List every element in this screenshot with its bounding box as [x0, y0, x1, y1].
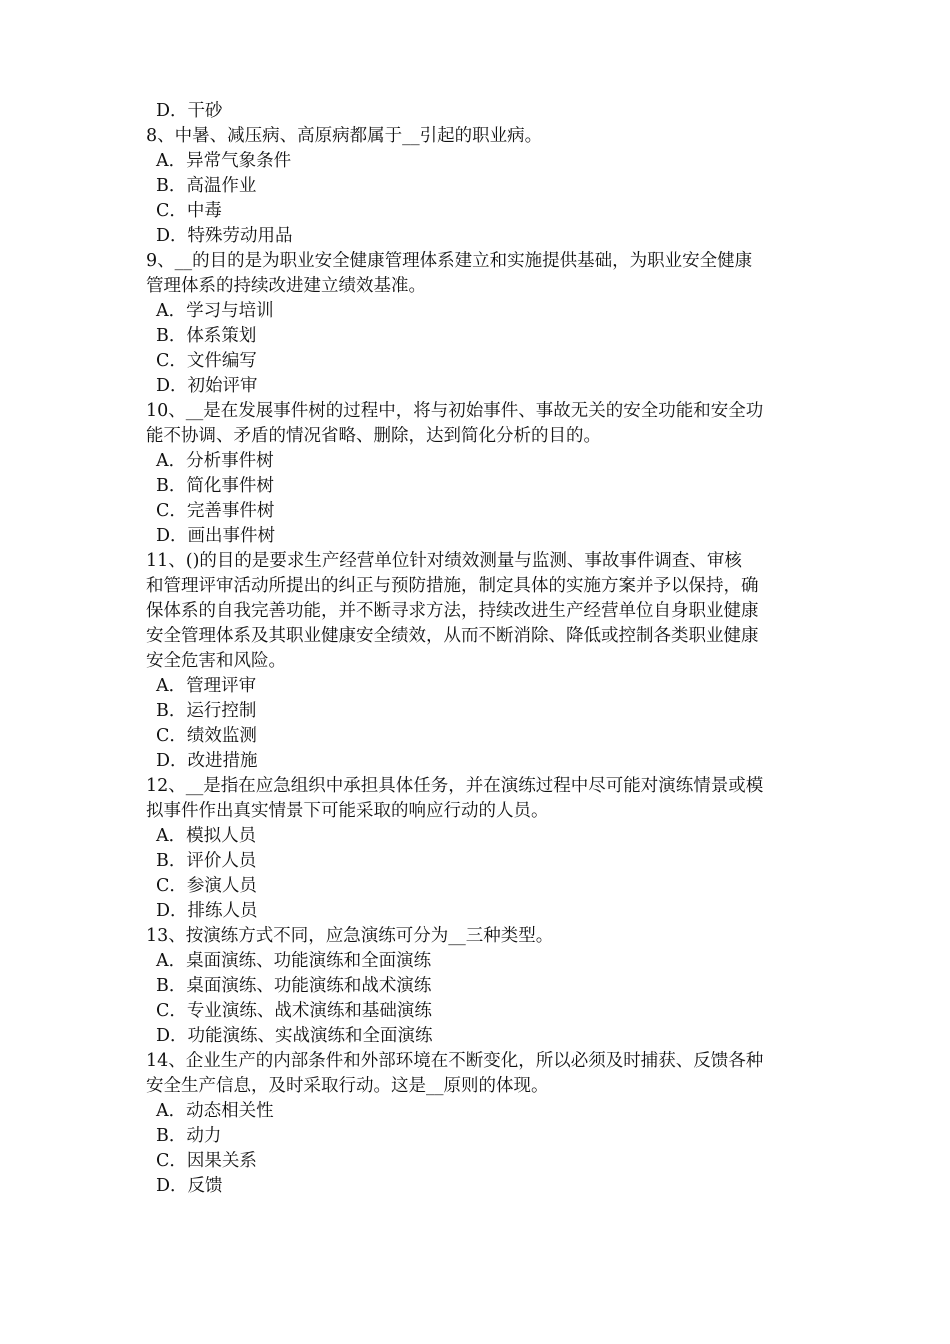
answer-option: D．画出事件树 — [156, 526, 276, 546]
question-text-line: 能不协调、矛盾的情况省略、删除，达到简化分析的目的。 — [146, 426, 601, 446]
answer-option: D．特殊劳动用品 — [156, 226, 293, 246]
question-text-line: 11、()的目的是要求生产经营单位针对绩效测量与监测、事故事件调查、审核 — [146, 551, 742, 571]
answer-option: C．完善事件树 — [156, 501, 275, 521]
answer-option: C．参演人员 — [156, 876, 257, 896]
answer-option: A．动态相关性 — [156, 1101, 274, 1121]
answer-option: A．异常气象条件 — [156, 151, 292, 171]
question-text-line: 12、__是指在应急组织中承担具体任务，并在演练过程中尽可能对演练情景或模 — [146, 776, 764, 796]
answer-option: D．干砂 — [156, 101, 223, 121]
question-text-line: 14、企业生产的内部条件和外部环境在不断变化，所以必须及时捕获、反馈各种 — [146, 1051, 764, 1071]
answer-option: B．简化事件树 — [156, 476, 274, 496]
question-text-line: 保体系的自我完善功能，并不断寻求方法，持续改进生产经营单位自身职业健康 — [146, 601, 759, 621]
answer-option: A．分析事件树 — [156, 451, 274, 471]
question-text-line: 安全生产信息，及时采取行动。这是__原则的体现。 — [146, 1076, 549, 1096]
answer-option: B．动力 — [156, 1126, 222, 1146]
question-text-line: 8、中暑、减压病、高原病都属于__引起的职业病。 — [146, 126, 543, 146]
question-text-line: 安全危害和风险。 — [146, 651, 286, 671]
answer-option: C．中毒 — [156, 201, 222, 221]
answer-option: A．桌面演练、功能演练和全面演练 — [156, 951, 432, 971]
answer-option: A．学习与培训 — [156, 301, 274, 321]
answer-option: A．管理评审 — [156, 676, 257, 696]
answer-option: D．改进措施 — [156, 751, 258, 771]
answer-option: B．高温作业 — [156, 176, 257, 196]
question-text-line: 管理体系的持续改进建立绩效基准。 — [146, 276, 426, 296]
answer-option: D．初始评审 — [156, 376, 258, 396]
question-text-line: 拟事件作出真实情景下可能采取的响应行动的人员。 — [146, 801, 549, 821]
question-text-line: 安全管理体系及其职业健康安全绩效，从而不断消除、降低或控制各类职业健康 — [146, 626, 759, 646]
answer-option: B．评价人员 — [156, 851, 257, 871]
answer-option: B．桌面演练、功能演练和战术演练 — [156, 976, 432, 996]
answer-option: B．体系策划 — [156, 326, 257, 346]
question-text-line: 和管理评审活动所提出的纠正与预防措施，制定具体的实施方案并予以保持，确 — [146, 576, 759, 596]
answer-option: D．排练人员 — [156, 901, 258, 921]
answer-option: D．反馈 — [156, 1176, 223, 1196]
document-page — [146, 99, 810, 1199]
answer-option: C．专业演练、战术演练和基础演练 — [156, 1001, 432, 1021]
answer-option: C．绩效监测 — [156, 726, 257, 746]
question-text-line: 10、__是在发展事件树的过程中，将与初始事件、事故无关的安全功能和安全功 — [146, 401, 764, 421]
answer-option: C．因果关系 — [156, 1151, 257, 1171]
answer-option: D．功能演练、实战演练和全面演练 — [156, 1026, 433, 1046]
question-text-line: 13、按演练方式不同，应急演练可分为__三种类型。 — [146, 926, 554, 946]
answer-option: A．模拟人员 — [156, 826, 257, 846]
answer-option: B．运行控制 — [156, 701, 257, 721]
answer-option: C．文件编写 — [156, 351, 257, 371]
question-text-line: 9、__的目的是为职业安全健康管理体系建立和实施提供基础，为职业安全健康 — [146, 251, 753, 271]
